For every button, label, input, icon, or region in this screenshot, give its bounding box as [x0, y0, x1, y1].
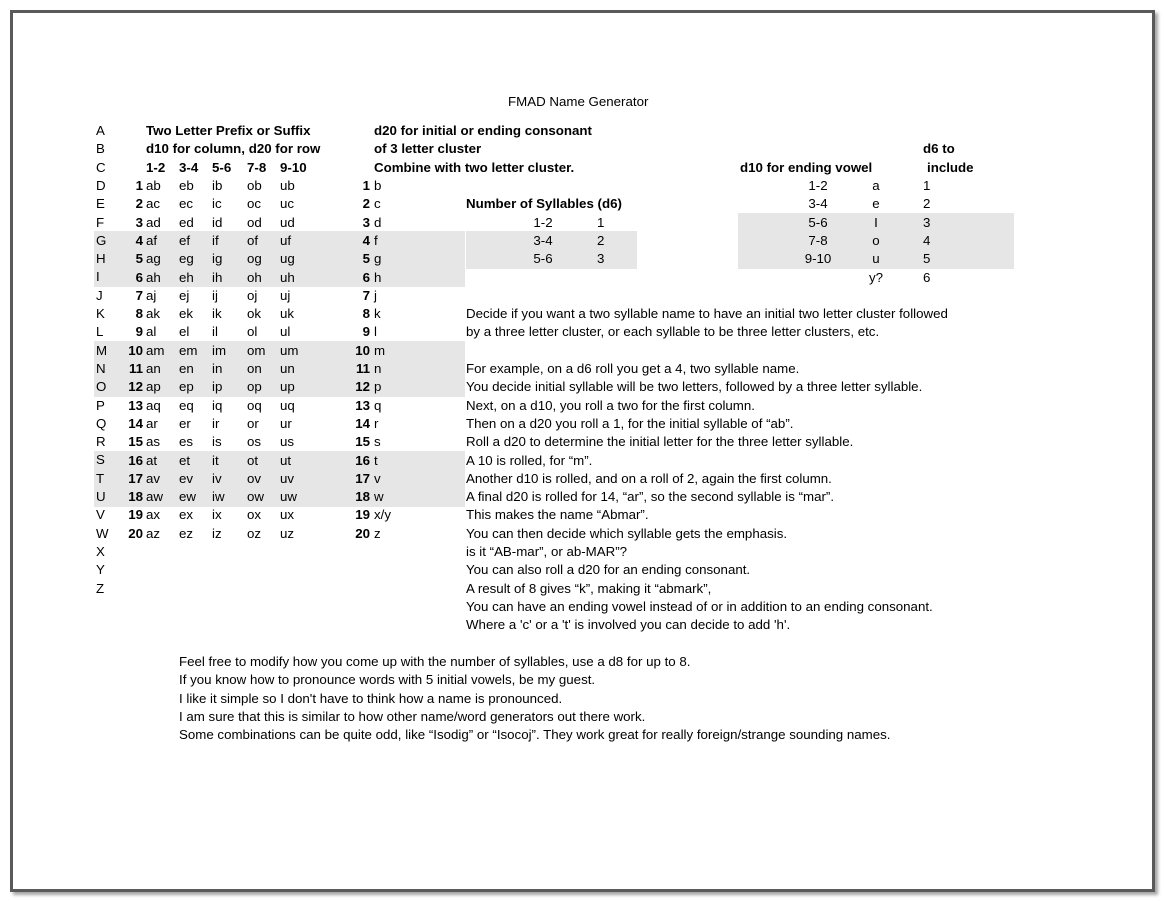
- cluster-cell: if: [212, 232, 219, 248]
- example-line: Where a 'c' or a 't' is involved you can decide to add 'h'.: [466, 617, 791, 633]
- consonant-number: 5: [362, 251, 370, 267]
- cluster-cell: ox: [247, 507, 262, 523]
- cluster-cell: ur: [280, 415, 292, 431]
- column-header-2: 3-4: [179, 160, 199, 175]
- cluster-cell: it: [212, 452, 219, 468]
- row-number: 18: [128, 489, 143, 505]
- cluster-cell: ew: [179, 489, 196, 505]
- cluster-cell: uj: [280, 287, 291, 303]
- consonant-letter: k: [374, 306, 381, 322]
- cluster-cell: up: [280, 379, 295, 395]
- cluster-cell: ax: [146, 507, 161, 523]
- row-number: 17: [128, 470, 143, 486]
- cluster-cell: ej: [179, 287, 190, 303]
- cluster-cell: ep: [179, 379, 194, 395]
- cluster-cell: uw: [280, 489, 297, 505]
- example-line: A final d20 is rolled for 14, “ar”, so the second syllable is “mar”.: [466, 489, 835, 505]
- consonant-letter: f: [374, 232, 378, 248]
- vowel-include: 6: [923, 269, 931, 285]
- syllables-header: Number of Syllables (d6): [466, 196, 622, 211]
- cluster-cell: oq: [247, 397, 262, 413]
- syllable-value: 1: [597, 215, 605, 230]
- consonant-header-line2: of 3 letter cluster: [374, 141, 482, 156]
- cluster-cell: oh: [247, 269, 262, 285]
- example-line: Then on a d20 you roll a 1, for the initial syllable of “ab”.: [466, 415, 794, 431]
- cluster-cell: ad: [146, 214, 161, 230]
- example-line: This makes the name “Abmar”.: [466, 507, 649, 523]
- cluster-cell: av: [146, 470, 161, 486]
- row-number: 16: [128, 452, 143, 468]
- row-number: 3: [135, 214, 143, 230]
- include-header-line1: d6 to: [923, 141, 955, 156]
- consonant-letter: w: [374, 489, 384, 505]
- row-letter: V: [96, 507, 105, 523]
- footer-line: Some combinations can be quite odd, like “Isodig” or “Isocoj”. They work great for really foreign/strange sounding names.: [179, 727, 891, 743]
- consonant-number: 4: [362, 232, 370, 248]
- row-number: 19: [128, 507, 143, 523]
- row-number: 2: [135, 196, 143, 212]
- row-number: 11: [128, 361, 143, 376]
- row-number: 4: [135, 232, 143, 248]
- example-line: Next, on a d10, you roll a two for the first column.: [466, 397, 755, 413]
- cluster-cell: is: [212, 434, 222, 450]
- cluster-cell: ij: [212, 287, 218, 303]
- example-line: You can also roll a d20 for an ending consonant.: [466, 562, 751, 578]
- vowel-roll: 9-10: [804, 251, 832, 267]
- row-letter: P: [96, 397, 105, 413]
- cluster-cell: oz: [247, 525, 262, 541]
- consonant-letter: z: [374, 525, 381, 541]
- cluster-cell: ah: [146, 269, 161, 285]
- consonant-number: 20: [355, 525, 370, 541]
- row-letter: J: [96, 287, 103, 303]
- consonant-number: 6: [362, 269, 370, 285]
- consonant-letter: h: [374, 269, 382, 285]
- consonant-number: 18: [355, 489, 370, 505]
- prefix-header-line1: Two Letter Prefix or Suffix: [146, 123, 311, 138]
- vowel-include: 3: [923, 214, 931, 230]
- consonant-number: 1: [362, 178, 370, 193]
- cluster-cell: om: [247, 342, 266, 358]
- vowels-header: d10 for ending vowel: [740, 160, 873, 175]
- consonant-number: 17: [355, 470, 370, 486]
- cluster-cell: ab: [146, 178, 161, 193]
- row-letter: M: [96, 342, 108, 358]
- cluster-cell: an: [146, 361, 161, 376]
- cluster-cell: or: [247, 415, 259, 431]
- cluster-cell: ek: [179, 306, 194, 322]
- row-number: 9: [135, 324, 143, 340]
- cluster-cell: uq: [280, 397, 295, 413]
- row-letter: H: [96, 251, 106, 267]
- consonant-letter: q: [374, 397, 382, 413]
- cluster-cell: et: [179, 452, 191, 468]
- vowel-letter: y?: [868, 269, 884, 285]
- row-letter: I: [96, 269, 100, 285]
- consonant-letter: p: [374, 379, 382, 395]
- cluster-cell: ov: [247, 470, 262, 486]
- cluster-cell: os: [247, 434, 262, 450]
- cluster-cell: eg: [179, 251, 194, 267]
- cluster-cell: ic: [212, 196, 222, 212]
- row-letter: W: [96, 525, 109, 541]
- cluster-cell: am: [146, 342, 165, 358]
- vowel-include: 2: [923, 196, 931, 212]
- vowel-include: 4: [923, 232, 931, 248]
- page-title: FMAD Name Generator: [508, 94, 649, 109]
- cluster-cell: ol: [247, 324, 258, 340]
- syllable-value: 2: [597, 233, 605, 248]
- row-letter: S: [96, 452, 105, 468]
- consonant-number: 13: [355, 397, 370, 413]
- example-line: You can then decide which syllable gets the emphasis.: [466, 525, 788, 541]
- row-letter: X: [96, 543, 105, 559]
- row-number: 7: [135, 287, 143, 303]
- cluster-cell: ez: [179, 525, 194, 541]
- row-number: 12: [128, 379, 143, 395]
- example-line: You can have an ending vowel instead of or in addition to an ending consonant.: [466, 598, 933, 614]
- cluster-cell: ug: [280, 251, 295, 267]
- cluster-cell: er: [179, 415, 191, 431]
- cluster-cell: od: [247, 214, 262, 230]
- cluster-cell: uz: [280, 525, 295, 541]
- consonant-letter: t: [374, 452, 378, 468]
- cluster-cell: ak: [146, 306, 161, 322]
- cluster-cell: ig: [212, 251, 223, 267]
- row-number: 1: [135, 178, 143, 193]
- consonant-number: 3: [362, 214, 370, 230]
- cluster-cell: uv: [280, 470, 295, 486]
- cluster-cell: ik: [212, 306, 222, 322]
- example-line: Roll a d20 to determine the initial letter for the three letter syllable.: [466, 434, 854, 450]
- cluster-cell: ib: [212, 178, 223, 193]
- cluster-cell: of: [247, 232, 259, 248]
- vowel-letter: u: [872, 251, 880, 267]
- cluster-cell: ip: [212, 379, 223, 395]
- cluster-cell: uf: [280, 232, 292, 248]
- vowel-letter: o: [872, 232, 880, 248]
- row-letter: Z: [96, 580, 105, 596]
- cluster-cell: ok: [247, 306, 262, 322]
- cluster-cell: ex: [179, 507, 194, 523]
- row-letter: Y: [96, 562, 105, 578]
- cluster-cell: ot: [247, 452, 259, 468]
- cluster-cell: og: [247, 251, 262, 267]
- consonant-number: 12: [355, 379, 370, 395]
- cluster-cell: at: [146, 452, 158, 468]
- cluster-cell: ac: [146, 196, 161, 212]
- consonant-letter: j: [374, 287, 377, 303]
- cluster-cell: iz: [212, 525, 222, 541]
- cluster-cell: af: [146, 232, 158, 248]
- cluster-cell: ih: [212, 269, 223, 285]
- cluster-cell: eh: [179, 269, 194, 285]
- cluster-cell: uh: [280, 269, 295, 285]
- consonant-header-line3: Combine with two letter cluster.: [374, 160, 575, 175]
- row-number: 8: [135, 306, 143, 322]
- cluster-cell: ux: [280, 507, 295, 523]
- cluster-cell: iv: [212, 470, 222, 486]
- consonant-number: 19: [355, 507, 370, 523]
- footer-line: I am sure that this is similar to how other name/word generators out there work.: [179, 708, 646, 724]
- cluster-cell: us: [280, 434, 295, 450]
- syllable-value: 3: [597, 251, 605, 266]
- consonant-number: 10: [355, 342, 370, 358]
- row-letter: A: [96, 123, 105, 138]
- syllable-roll: 3-4: [533, 233, 553, 248]
- cluster-cell: il: [212, 324, 218, 340]
- consonant-letter: x/y: [374, 507, 391, 523]
- cluster-cell: ec: [179, 196, 194, 212]
- row-number: 15: [128, 434, 143, 450]
- syllable-roll: 5-6: [533, 251, 553, 266]
- cluster-cell: oj: [247, 287, 258, 303]
- row-letter: Q: [96, 415, 107, 431]
- consonant-letter: v: [374, 470, 381, 486]
- cluster-cell: ir: [212, 415, 220, 431]
- cluster-cell: ow: [247, 489, 264, 505]
- instruction-line: Decide if you want a two syllable name to have an initial two letter cluster followed: [466, 306, 948, 321]
- cluster-cell: ub: [280, 178, 295, 193]
- cluster-cell: um: [280, 342, 299, 358]
- row-number: 20: [128, 525, 143, 541]
- cluster-cell: uk: [280, 306, 295, 322]
- cluster-cell: ef: [179, 232, 191, 248]
- cluster-cell: es: [179, 434, 194, 450]
- cluster-cell: op: [247, 379, 262, 395]
- cluster-cell: aj: [146, 287, 157, 303]
- cluster-cell: oc: [247, 196, 262, 212]
- consonant-header-line1: d20 for initial or ending consonant: [374, 123, 592, 138]
- example-line: For example, on a d6 roll you get a 4, two syllable name.: [466, 361, 800, 376]
- cluster-cell: as: [146, 434, 161, 450]
- cluster-cell: ut: [280, 452, 292, 468]
- cluster-cell: al: [146, 324, 157, 340]
- vowel-letter: e: [872, 196, 880, 212]
- consonant-number: 9: [362, 324, 370, 340]
- cluster-cell: ul: [280, 324, 291, 340]
- row-letter: O: [96, 379, 107, 395]
- row-letter: L: [96, 324, 104, 340]
- cluster-cell: ev: [179, 470, 194, 486]
- cluster-cell: iq: [212, 397, 223, 413]
- cluster-cell: ud: [280, 214, 295, 230]
- row-number: 10: [128, 342, 143, 358]
- consonant-number: 14: [355, 415, 370, 431]
- example-line: You decide initial syllable will be two letters, followed by a three letter syllable.: [466, 379, 923, 395]
- column-header-1: 1-2: [146, 160, 166, 175]
- footer-line: Feel free to modify how you come up with the number of syllables, use a d8 for up to 8.: [179, 654, 691, 669]
- cluster-cell: im: [212, 342, 227, 358]
- row-letter: T: [96, 470, 105, 486]
- cluster-cell: ob: [247, 178, 262, 193]
- row-letter: D: [96, 177, 106, 193]
- row-letter: G: [96, 232, 107, 248]
- vowel-roll: 3-4: [808, 196, 828, 212]
- consonant-number: 8: [362, 306, 370, 322]
- column-header-3: 5-6: [212, 160, 232, 175]
- consonant-letter: b: [374, 178, 382, 193]
- consonant-number: 15: [355, 434, 370, 450]
- vowel-roll: 5-6: [808, 214, 828, 230]
- consonant-letter: m: [374, 342, 386, 358]
- consonant-number: 11: [355, 361, 370, 376]
- example-line: Another d10 is rolled, and on a roll of 2, again the first column.: [466, 470, 832, 486]
- vowel-letter: I: [874, 214, 878, 230]
- row-letter: F: [96, 214, 105, 230]
- vowel-roll: 7-8: [808, 232, 828, 248]
- cluster-cell: aw: [146, 489, 163, 505]
- row-letter: E: [96, 196, 105, 212]
- row-letter: N: [96, 360, 106, 376]
- row-letter: K: [96, 306, 105, 321]
- vowel-include: 1: [923, 178, 931, 193]
- consonant-letter: l: [374, 324, 377, 340]
- cluster-cell: in: [212, 361, 223, 376]
- prefix-header-line2: d10 for column, d20 for row: [146, 141, 321, 156]
- consonant-number: 16: [355, 452, 370, 468]
- cluster-cell: id: [212, 214, 223, 230]
- cluster-cell: aq: [146, 397, 161, 413]
- instruction-line: by a three letter cluster, or each syllable to be three letter clusters, etc.: [466, 324, 880, 340]
- example-line: A 10 is rolled, for “m”.: [466, 452, 593, 468]
- row-number: 5: [135, 251, 143, 267]
- column-header-4: 7-8: [247, 160, 267, 175]
- cluster-cell: uc: [280, 196, 295, 212]
- consonant-number: 7: [362, 287, 370, 303]
- include-header-line2: include: [927, 160, 974, 175]
- cluster-cell: ar: [146, 415, 158, 431]
- row-number: 14: [128, 415, 143, 431]
- row-letter: C: [96, 159, 106, 175]
- consonant-letter: s: [374, 434, 381, 450]
- consonant-letter: g: [374, 251, 382, 267]
- footer-line: If you know how to pronounce words with 5 initial vowels, be my guest.: [179, 672, 596, 688]
- cluster-cell: ix: [212, 507, 222, 523]
- consonant-letter: r: [374, 415, 379, 431]
- cluster-cell: en: [179, 361, 194, 376]
- column-header-5: 9-10: [280, 160, 307, 175]
- cluster-cell: iw: [212, 489, 225, 505]
- cluster-cell: un: [280, 361, 295, 376]
- cluster-cell: eq: [179, 397, 194, 413]
- row-letter: R: [96, 434, 106, 450]
- row-number: 6: [135, 269, 143, 285]
- syllable-roll: 1-2: [533, 215, 553, 230]
- cluster-cell: el: [179, 324, 190, 340]
- vowel-letter: a: [872, 178, 880, 193]
- example-line: A result of 8 gives “k”, making it “abmark”,: [466, 580, 712, 596]
- row-letter: U: [96, 489, 106, 504]
- row-number: 13: [128, 397, 143, 413]
- consonant-letter: d: [374, 214, 382, 230]
- cluster-cell: ap: [146, 379, 161, 395]
- example-line: is it “AB-mar”, or ab-MAR”?: [466, 544, 628, 559]
- footer-line: I like it simple so I don't have to think how a name is pronounced.: [179, 690, 563, 706]
- cluster-cell: ed: [179, 214, 194, 230]
- cluster-cell: eb: [179, 178, 194, 193]
- cluster-cell: em: [179, 342, 198, 358]
- consonant-letter: n: [374, 361, 382, 376]
- vowel-roll: 1-2: [808, 178, 828, 193]
- cluster-cell: ag: [146, 251, 161, 267]
- vowel-include: 5: [923, 251, 931, 267]
- consonant-number: 2: [362, 196, 370, 212]
- row-letter: B: [96, 141, 105, 157]
- cluster-cell: on: [247, 361, 262, 376]
- cluster-cell: az: [146, 525, 161, 541]
- consonant-letter: c: [374, 196, 381, 212]
